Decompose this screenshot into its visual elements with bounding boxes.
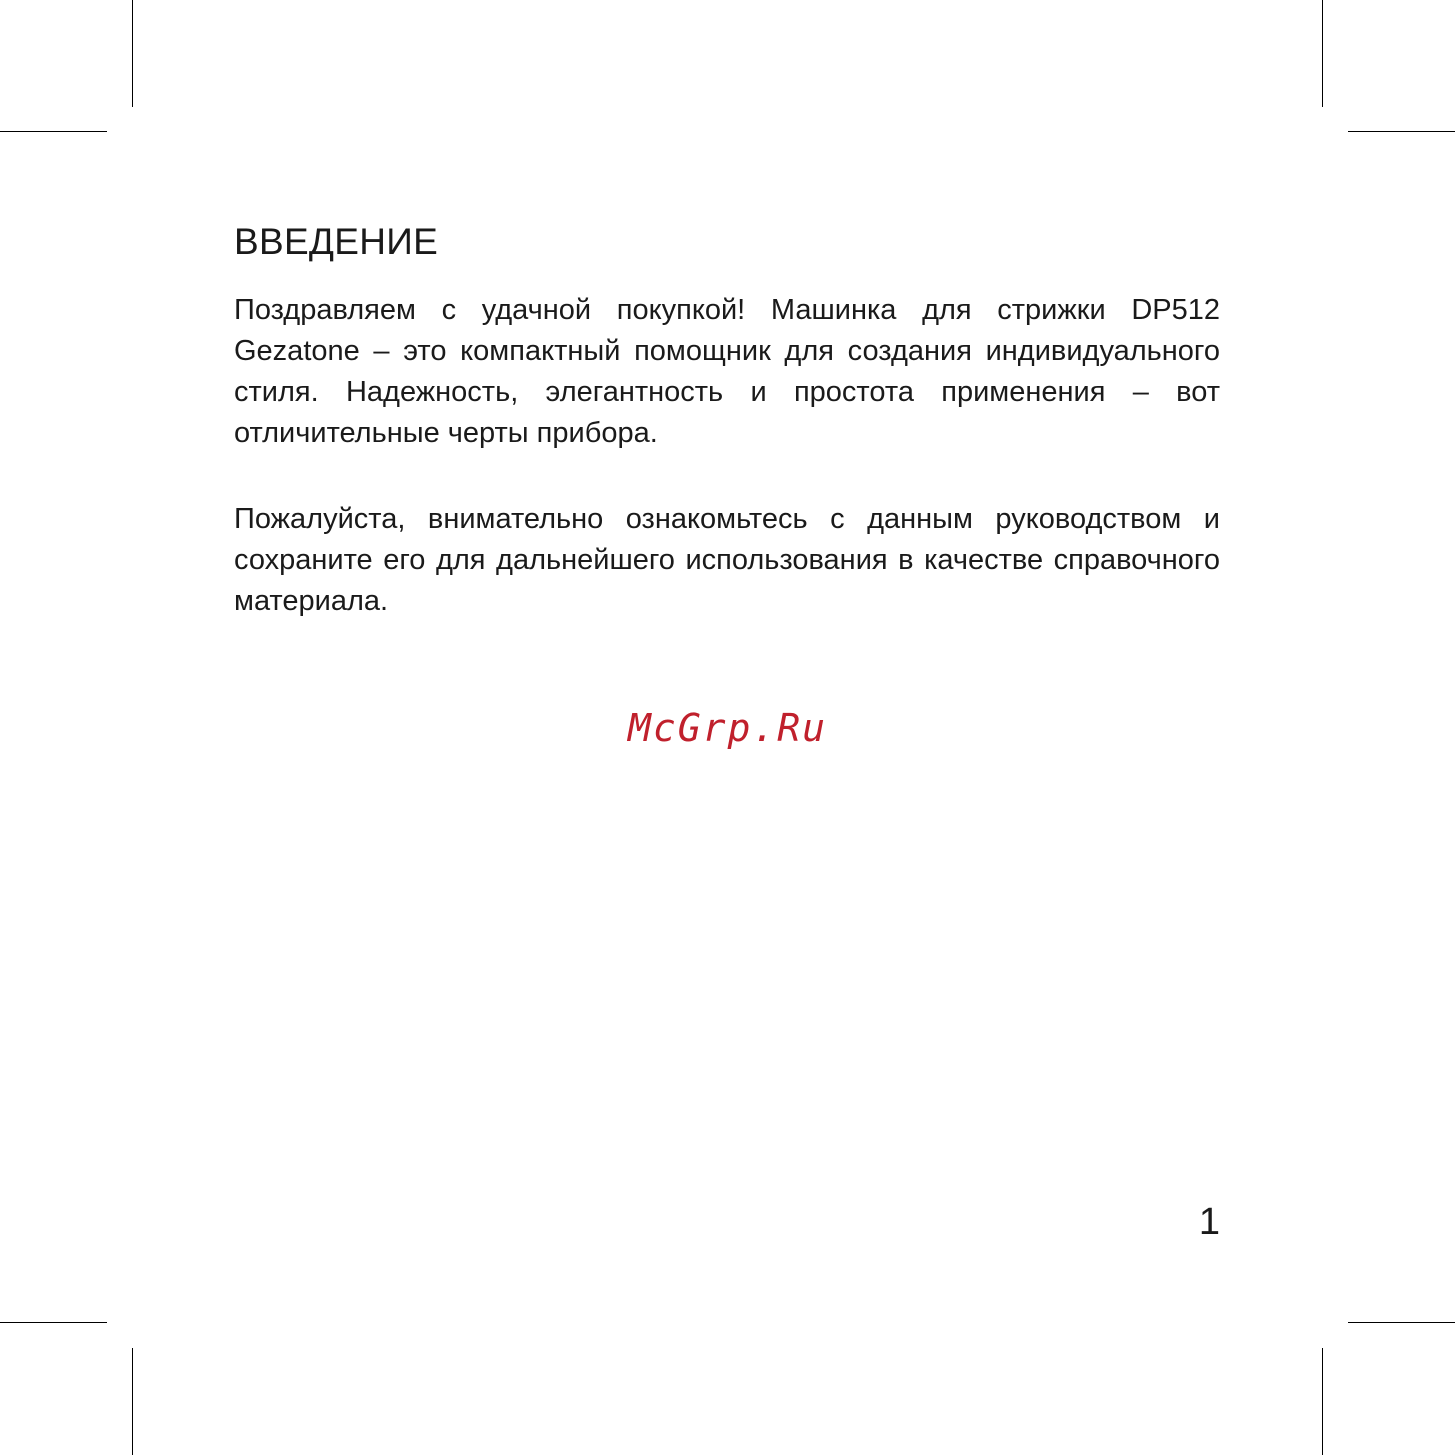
section-heading: ВВЕДЕНИЕ xyxy=(234,221,439,262)
page-content xyxy=(234,220,1220,622)
crop-mark-top-right-horizontal xyxy=(1348,131,1455,132)
instruction-paragraph: Пожалуйста, внимательно ознакомьтесь с данным руководством и сохраните его для дальнейшего использования в качестве справочного материала. xyxy=(234,503,1220,617)
intro-paragraph: Поздравляем с удачной покупкой! Машинка для стрижки DP512 Gezatone – это компактный помощник для создания индивидуального стиля. Надежность, элегантность и простота применения – вот отличительные черты прибора. xyxy=(234,294,1220,449)
crop-mark-bottom-left-vertical xyxy=(132,1348,133,1455)
crop-mark-bottom-left-horizontal xyxy=(0,1322,107,1323)
crop-mark-bottom-right-vertical xyxy=(1322,1348,1323,1455)
crop-mark-top-left-horizontal xyxy=(0,131,107,132)
crop-mark-top-right-vertical xyxy=(1322,0,1323,107)
watermark-text: McGrp.Ru xyxy=(627,706,828,750)
crop-mark-top-left-vertical xyxy=(132,0,133,107)
page-number: 1 xyxy=(1198,1201,1220,1243)
crop-mark-bottom-right-horizontal xyxy=(1348,1322,1455,1323)
